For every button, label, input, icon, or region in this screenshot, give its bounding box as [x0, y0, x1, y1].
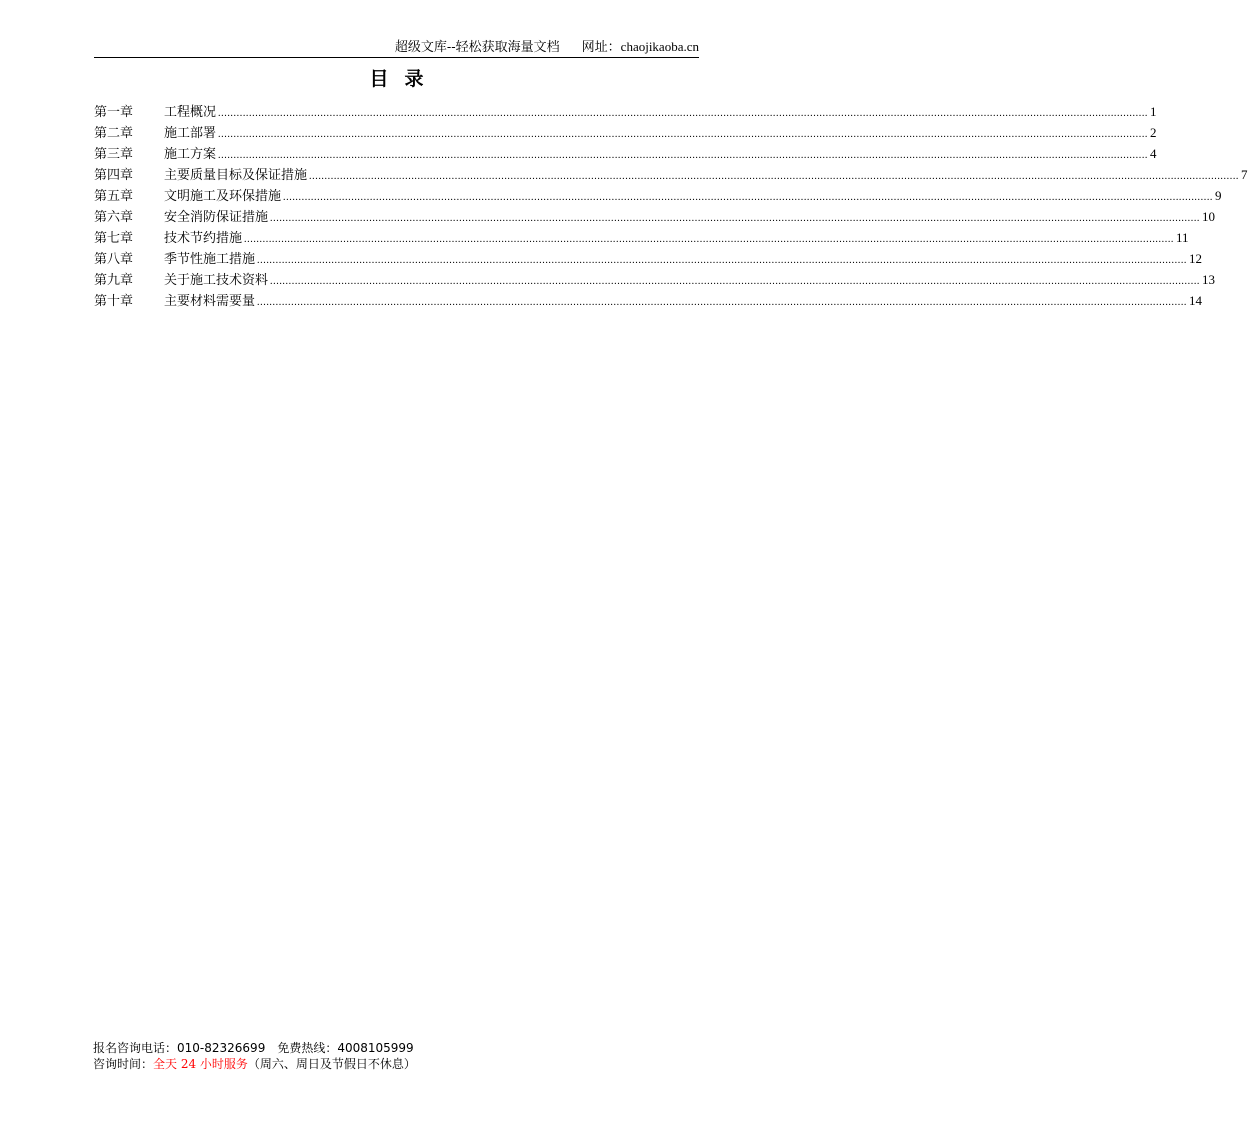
- toc-chapter-title: 主要材料需要量: [164, 294, 256, 309]
- toc-chapter-title: 季节性施工措施: [164, 252, 256, 267]
- toc-entry[interactable]: [94, 227, 1189, 248]
- header-url-label: 网址：: [581, 40, 621, 55]
- toc-dot-leader: ............................................................................................................................................................................................................................................................................................................: [244, 234, 1175, 245]
- toc-dot-leader: ............................................................................................................................................................................................................................................................................................................: [309, 171, 1240, 182]
- footer-hours-line: [93, 1056, 416, 1072]
- toc-page-number: 2: [1150, 125, 1157, 140]
- footer-hotline-number: 4008105999: [337, 1041, 414, 1055]
- toc-page-number: 1: [1150, 104, 1157, 119]
- toc-page-number: 9: [1215, 188, 1222, 203]
- table-of-contents: [94, 101, 1248, 311]
- footer-phone-number: 010-82326699: [177, 1041, 266, 1055]
- toc-entry[interactable]: [94, 143, 1157, 164]
- toc-chapter-number: 第九章: [94, 273, 134, 288]
- footer-hotline-label: 免费热线：: [277, 1041, 338, 1055]
- footer-hours-label: 咨询时间：: [93, 1057, 154, 1071]
- toc-chapter-title: 施工部署: [164, 126, 217, 141]
- toc-chapter-number: 第三章: [94, 147, 134, 162]
- toc-chapter-title: 技术节约措施: [164, 231, 243, 246]
- toc-chapter-number: 第二章: [94, 126, 134, 141]
- toc-chapter-title: 关于施工技术资料: [164, 273, 269, 288]
- toc-entry[interactable]: [94, 290, 1203, 311]
- toc-entry[interactable]: [94, 122, 1157, 143]
- footer-hours-note: （周六、周日及节假日不休息）: [247, 1057, 416, 1071]
- toc-entry[interactable]: [94, 269, 1216, 290]
- toc-entry[interactable]: [94, 248, 1203, 269]
- toc-chapter-title: 施工方案: [164, 147, 217, 162]
- toc-chapter-number: 第五章: [94, 189, 134, 204]
- toc-page-number: 13: [1202, 272, 1216, 287]
- toc-chapter-number: 第六章: [94, 210, 134, 225]
- toc-page-number: 12: [1189, 251, 1203, 266]
- footer-contact-line: [93, 1040, 416, 1056]
- toc-entry[interactable]: [94, 164, 1248, 185]
- toc-entry[interactable]: [94, 206, 1216, 227]
- page-header: [94, 38, 699, 58]
- toc-chapter-number: 第七章: [94, 231, 134, 246]
- page-footer: [93, 1040, 416, 1072]
- toc-chapter-title: 工程概况: [164, 105, 217, 120]
- toc-page-number: 4: [1150, 146, 1157, 161]
- toc-entry[interactable]: [94, 185, 1222, 206]
- toc-chapter-number: 第十章: [94, 294, 134, 309]
- toc-page-number: 11: [1176, 230, 1189, 245]
- toc-dot-leader: ............................................................................................................................................................................................................................................................................................................: [218, 150, 1149, 161]
- toc-dot-leader: ............................................................................................................................................................................................................................................................................................................: [257, 255, 1188, 266]
- toc-dot-leader: ............................................................................................................................................................................................................................................................................................................: [218, 129, 1149, 140]
- header-site-name: 超级文库--轻松获取海量文档: [394, 40, 560, 55]
- page-title: 目录: [369, 68, 440, 90]
- toc-dot-leader: ............................................................................................................................................................................................................................................................................................................: [270, 276, 1201, 287]
- toc-dot-leader: ............................................................................................................................................................................................................................................................................................................: [257, 297, 1188, 308]
- toc-page-number: 10: [1202, 209, 1216, 224]
- toc-page-number: 14: [1189, 293, 1203, 308]
- toc-chapter-title: 文明施工及环保措施: [164, 189, 282, 204]
- toc-chapter-title: 主要质量目标及保证措施: [164, 168, 308, 183]
- footer-phone-label: 报名咨询电话：: [93, 1041, 178, 1055]
- toc-dot-leader: ............................................................................................................................................................................................................................................................................................................: [218, 108, 1149, 119]
- toc-chapter-number: 第四章: [94, 168, 134, 183]
- toc-dot-leader: ............................................................................................................................................................................................................................................................................................................: [283, 192, 1214, 203]
- toc-dot-leader: ............................................................................................................................................................................................................................................................................................................: [270, 213, 1201, 224]
- toc-chapter-title: 安全消防保证措施: [164, 210, 269, 225]
- header-url-link[interactable]: chaojikaoba.cn: [620, 39, 699, 54]
- toc-chapter-number: 第一章: [94, 105, 134, 120]
- toc-page-number: 7: [1241, 167, 1248, 182]
- toc-chapter-number: 第八章: [94, 252, 134, 267]
- footer-hours-highlight: 全天 24 小时服务: [153, 1057, 248, 1071]
- toc-entry[interactable]: [94, 101, 1157, 122]
